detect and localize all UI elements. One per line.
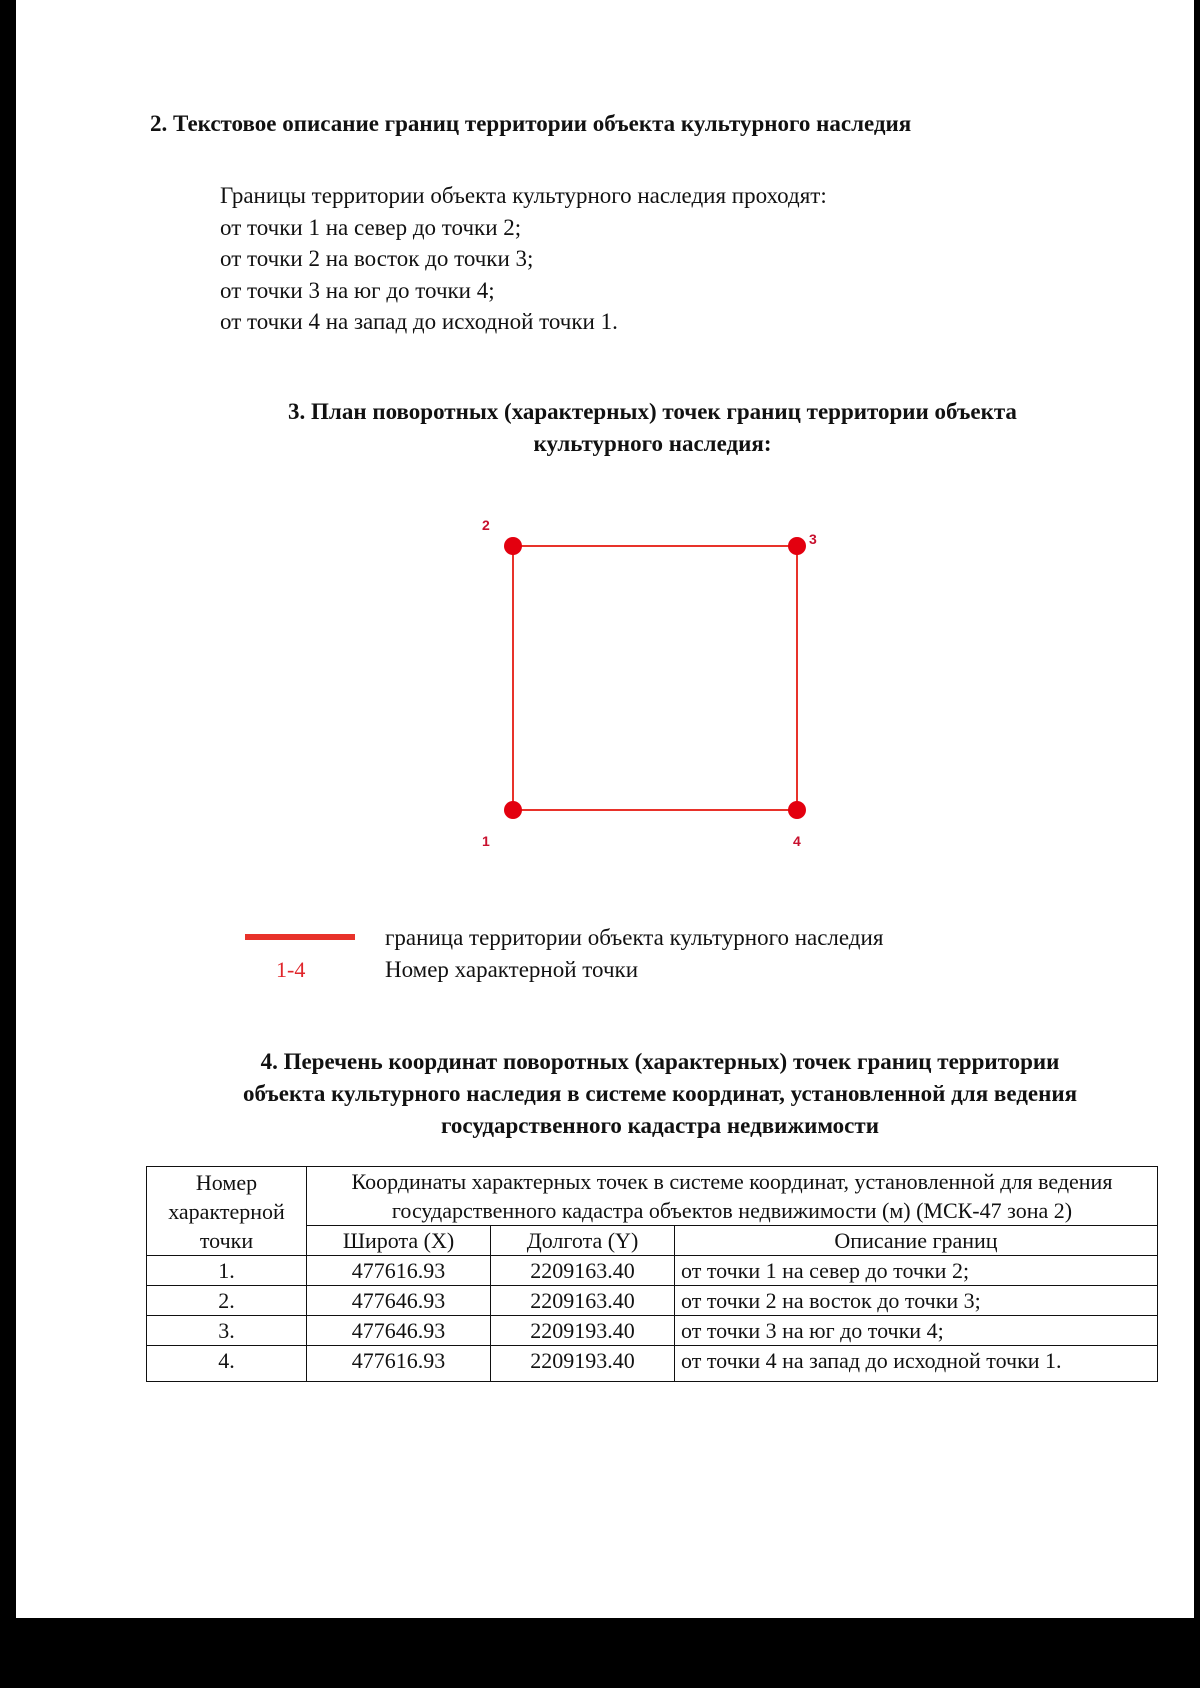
- point-label-3: 3: [809, 531, 817, 547]
- scan-border-left: [0, 0, 16, 1688]
- turning-point-3: [788, 537, 806, 555]
- boundary-polygon: [513, 546, 797, 810]
- section-3-heading: [200, 396, 1105, 460]
- boundary-description: [220, 180, 827, 338]
- header-point-number: Номер характерной точки: [147, 1167, 307, 1256]
- coordinates-table: [146, 1166, 1158, 1382]
- cell-description: от точки 1 на север до точки 2;: [675, 1256, 1158, 1286]
- plan-drawing: [460, 510, 840, 850]
- section-4-heading-line: объекта культурного наследия в системе координат, установленной для ведения: [242, 1081, 1078, 1106]
- section-2-heading: 2. Текстовое описание границ территории объекта культурного наследия: [150, 111, 912, 136]
- section-3-heading-line: 3. План поворотных (характерных) точек границ территории объекта: [288, 399, 1017, 424]
- section-3-heading-line: культурного наследия:: [533, 431, 772, 456]
- cell-x: 477616.93: [307, 1256, 491, 1286]
- boundary-plan: [460, 510, 840, 850]
- table-row: [147, 1316, 1158, 1346]
- section-4-heading: [140, 1046, 1180, 1142]
- cell-x: 477646.93: [307, 1286, 491, 1316]
- description-line: от точки 4 на запад до исходной точки 1.: [220, 309, 618, 334]
- table-row: [147, 1346, 1158, 1382]
- cell-x: 477616.93: [307, 1346, 491, 1382]
- description-line: Границы территории объекта культурного наследия проходят:: [220, 183, 827, 208]
- cell-description: от точки 2 на восток до точки 3;: [675, 1286, 1158, 1316]
- point-label-1: 1: [482, 833, 490, 849]
- section-4-heading-line: 4. Перечень координат поворотных (характерных) точек границ территории: [260, 1049, 1060, 1074]
- scan-border-right: [1194, 0, 1200, 1688]
- legend-boundary-line: [245, 934, 355, 940]
- section-4-heading-line: государственного кадастра недвижимости: [441, 1113, 879, 1138]
- point-label-2: 2: [482, 517, 490, 533]
- cell-y: 2209193.40: [491, 1346, 675, 1382]
- cell-y: 2209163.40: [491, 1286, 675, 1316]
- cell-x: 477646.93: [307, 1316, 491, 1346]
- cell-description: от точки 3 на юг до точки 4;: [675, 1316, 1158, 1346]
- cell-y: 2209163.40: [491, 1256, 675, 1286]
- turning-point-2: [504, 537, 522, 555]
- table-row: [147, 1286, 1158, 1316]
- scan-border-bottom: [0, 1618, 1200, 1688]
- point-label-4: 4: [793, 833, 801, 849]
- cell-point-number: 4.: [147, 1346, 307, 1382]
- header-coordinates-group: Координаты характерных точек в системе координат, установленной для ведения государственного кадастра объектов недвижимости (м) (МСК-47 зона 2): [307, 1167, 1158, 1226]
- cell-point-number: 1.: [147, 1256, 307, 1286]
- description-line: от точки 2 на восток до точки 3;: [220, 246, 534, 271]
- description-line: от точки 1 на север до точки 2;: [220, 214, 522, 240]
- cell-point-number: 3.: [147, 1316, 307, 1346]
- legend-point-code: 1-4: [276, 957, 306, 982]
- legend-point-label: Номер характерной точки: [385, 957, 638, 982]
- cell-point-number: 2.: [147, 1286, 307, 1316]
- description-line: от точки 3 на юг до точки 4;: [220, 277, 495, 303]
- turning-point-1: [504, 801, 522, 819]
- turning-point-4: [788, 801, 806, 819]
- table-row: [147, 1256, 1158, 1286]
- header-longitude-y: Долгота (Y): [491, 1226, 675, 1256]
- table-header-row: [147, 1167, 1158, 1226]
- cell-y: 2209193.40: [491, 1316, 675, 1346]
- header-latitude-x: Широта (X): [307, 1226, 491, 1256]
- legend-boundary-label: граница территории объекта культурного наследия: [385, 925, 884, 950]
- header-boundary-description: Описание границ: [675, 1226, 1158, 1256]
- cell-description: от точки 4 на запад до исходной точки 1.: [675, 1346, 1158, 1382]
